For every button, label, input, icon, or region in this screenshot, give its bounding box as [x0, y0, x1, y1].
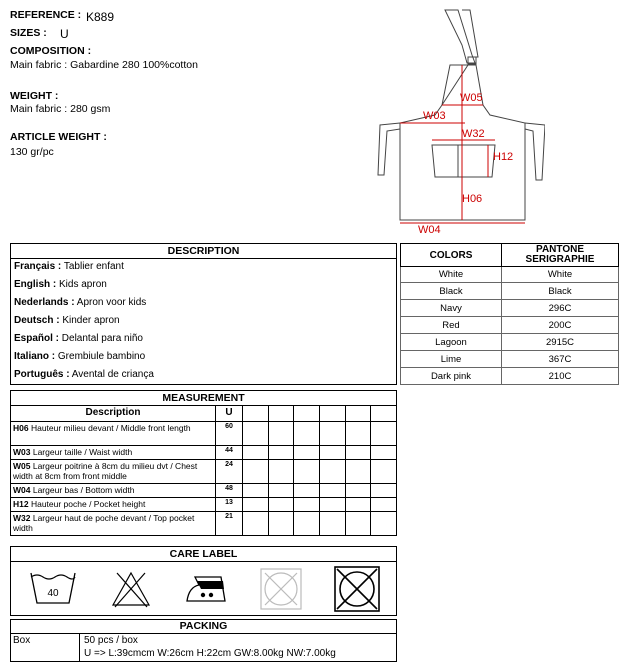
- iron-medium-icon: [183, 571, 231, 607]
- color-row: Dark pink 210C: [401, 368, 619, 385]
- desc-line-es: Español : Delantal para niño: [14, 333, 143, 344]
- desc-line-nl: Nederlands : Apron voor kids: [14, 297, 147, 308]
- table-row: W05 Largeur poitrine à 8cm du milieu dvt / Chest width at 8cm from front middle 24: [11, 460, 397, 484]
- colors-table: [400, 243, 619, 385]
- sizes-value: U: [60, 27, 69, 41]
- color-row: Navy 296C: [401, 300, 619, 317]
- w03-label: W03: [423, 110, 446, 122]
- packing-box: [10, 619, 397, 662]
- apron-diagram: [370, 5, 545, 235]
- w04-label: W04: [418, 224, 441, 235]
- measurement-size-header: U: [216, 406, 243, 422]
- pantone-header: PANTONE SERIGRAPHIE: [502, 244, 619, 267]
- packing-title: PACKING: [11, 620, 396, 634]
- measurement-title: MEASUREMENT: [11, 391, 397, 406]
- color-row: White White: [401, 267, 619, 283]
- weight-value: Main fabric : 280 gsm: [10, 103, 111, 115]
- desc-line-en: English : Kids apron: [14, 279, 107, 290]
- description-title: DESCRIPTION: [11, 244, 396, 259]
- color-row: Black Black: [401, 283, 619, 300]
- measurement-table: [10, 390, 397, 536]
- reference-label: REFERENCE :: [10, 9, 82, 21]
- composition-value: Main fabric : Gabardine 280 100%cotton: [10, 59, 198, 71]
- composition-label: COMPOSITION :: [10, 45, 92, 57]
- color-row: Lime 367C: [401, 351, 619, 368]
- wash-40-icon: [29, 569, 77, 607]
- table-row: H12 Hauteur poche / Pocket height 13: [11, 498, 397, 512]
- desc-line-fr: Français : Tablier enfant: [14, 261, 124, 272]
- packing-line-2: U => L:39cmcm W:26cm H:22cm GW:8.00kg NW:7.00kg: [84, 648, 336, 659]
- measurement-desc-header: Description: [11, 406, 216, 422]
- wash-temp: 40: [47, 588, 59, 599]
- packing-label: Box: [11, 633, 80, 661]
- w32-label: W32: [462, 128, 485, 140]
- h12-label: H12: [493, 151, 514, 163]
- color-row: Red 200C: [401, 317, 619, 334]
- no-dry-clean-icon: [333, 565, 381, 613]
- care-label-title: CARE LABEL: [11, 547, 396, 562]
- description-box: [10, 243, 397, 385]
- no-bleach-icon: [109, 569, 153, 609]
- sizes-label: SIZES :: [10, 27, 47, 39]
- colors-header: COLORS: [401, 244, 502, 267]
- table-row: W32 Largeur haut de poche devant / Top pocket width 21: [11, 512, 397, 536]
- h06-label: H06: [462, 193, 483, 205]
- w05-label: W05: [460, 92, 483, 104]
- desc-line-it: Italiano : Grembiule bambino: [14, 351, 146, 362]
- no-tumble-dry-icon: [259, 567, 303, 611]
- weight-label: WEIGHT :: [10, 90, 59, 102]
- desc-line-pt: Português : Avental de criança: [14, 369, 154, 380]
- article-weight-value: 130 gr/pc: [10, 146, 54, 158]
- table-row: W03 Largeur taille / Waist width 44: [11, 446, 397, 460]
- packing-line-1: 50 pcs / box: [84, 635, 138, 646]
- article-weight-label: ARTICLE WEIGHT :: [10, 131, 107, 143]
- table-row: H06 Hauteur milieu devant / Middle front length 60: [11, 422, 397, 446]
- color-row: Lagoon 2915C: [401, 334, 619, 351]
- care-label-box: [10, 546, 397, 616]
- reference-value: K889: [86, 10, 115, 24]
- desc-line-de: Deutsch : Kinder apron: [14, 315, 120, 326]
- table-row: W04 Largeur bas / Bottom width 48: [11, 484, 397, 498]
